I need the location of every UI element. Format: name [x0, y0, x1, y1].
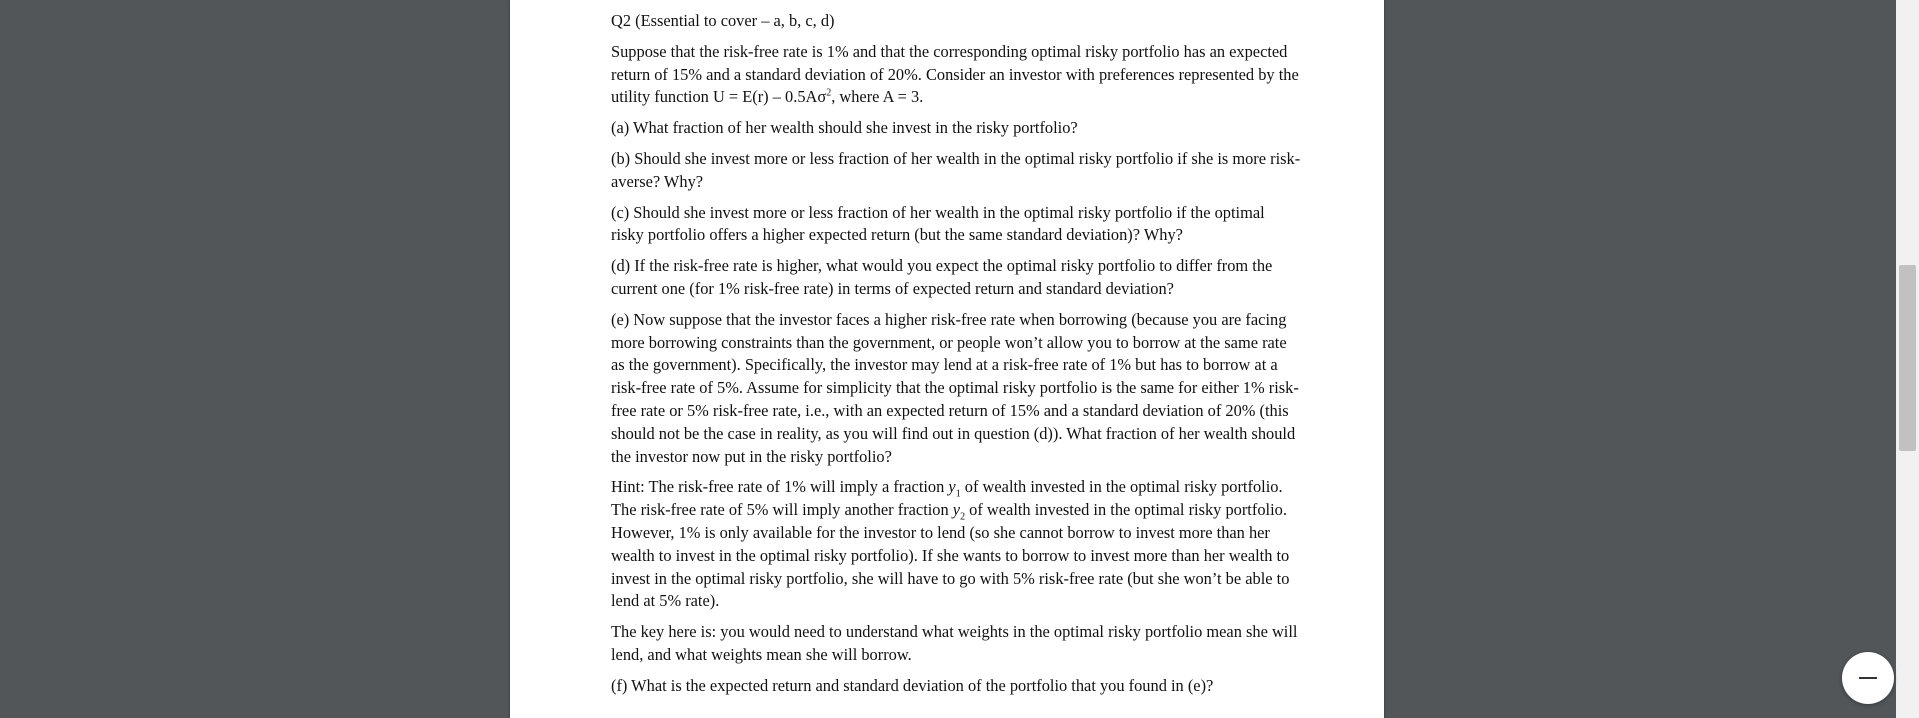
- question-b-text: (b) Should she invest more or less fraction of her wealth in the optimal risky portfolio if she is more risk-averse? Why?: [611, 148, 1301, 191]
- intro-superscript: 2: [826, 87, 832, 99]
- hint-text-3: of wealth invested in the optimal risky portfolio. However, 1% is only available for the investor to lend (so she cannot borrow to invest more than her wealth to invest in the optimal risky portfolio). If she wants to borrow to invest more than her wealth to invest in the optimal risky portfolio, she will have to go with 5% risk-free rate (but she won’t be able to lend at 5% rate).: [611, 500, 1290, 611]
- hint-paragraph: [611, 476, 1301, 613]
- key-text: The key here is: you would need to understand what weights in the optimal risky portfolio mean she will lend, and what weights mean she will borrow.: [611, 622, 1298, 664]
- question-e: [611, 309, 1301, 469]
- zoom-out-button[interactable]: [1842, 652, 1894, 704]
- question-f: [611, 675, 1301, 698]
- document-page: [510, 0, 1384, 718]
- hint-text-1: Hint: The risk-free rate of 1% will imply a fraction: [611, 477, 949, 497]
- hint-y1-subscript: 1: [955, 488, 961, 500]
- vertical-scrollbar[interactable]: [1896, 0, 1919, 718]
- intro-text-part1: Suppose that the risk-free rate is 1% and that the corresponding optimal risky portfolio has an expected return of 15% and a standard deviation of 20%. Consider an investor with preferences represented by the utility function U = E(r) – 0.5Aσ: [611, 41, 1299, 107]
- heading-text: Q2 (Essential to cover – a, b, c, d): [611, 11, 835, 30]
- question-c-text: (c) Should she invest more or less fraction of her wealth in the optimal risky portfolio if the optimal risky portfolio offers a higher expected return (but the same standard deviation)? Why?: [611, 202, 1265, 245]
- question-b: [611, 148, 1301, 194]
- question-d-text: (d) If the risk-free rate is higher, what would you expect the optimal risky portfolio to differ from the current one (for 1% risk-free rate) in terms of expected return and standard deviation?: [611, 256, 1273, 298]
- hint-y1-variable: y: [948, 477, 956, 497]
- question-a-text: (a) What fraction of her wealth should she invest in the risky portfolio?: [611, 118, 1078, 138]
- page-content: [611, 10, 1301, 706]
- hint-y2-variable: y: [952, 500, 961, 520]
- question-a: [611, 117, 1301, 140]
- intro-paragraph: [611, 41, 1301, 109]
- question-heading: [611, 10, 1301, 33]
- scrollbar-thumb[interactable]: [1899, 265, 1916, 451]
- key-paragraph: [611, 621, 1301, 667]
- question-e-text: (e) Now suppose that the investor faces a higher risk-free rate when borrowing (because you are facing more borrowing constraints than the government, or people won’t allow you to borrow at the same rate as the government). Specifically, the investor may lend at a risk-free rate of 1% but has to borrow at a risk-free rate of 5%. Assume for simplicity that the optimal risky portfolio is the same for either 1% risk-free rate or 5% risk-free rate, i.e., with an expected return of 15% and a standard deviation of 20% (this should not be the case in reality, as you will find out in question (d)). What fraction of her wealth should the investor now put in the risky portfolio?: [611, 309, 1299, 466]
- hint-y2-subscript: 2: [960, 511, 966, 523]
- question-d: [611, 255, 1301, 301]
- hint-text-2: of wealth invested in the optimal risky portfolio. The risk-free rate of 5% will imply another fraction: [611, 477, 1283, 520]
- question-c: [611, 202, 1301, 248]
- question-f-text: (f) What is the expected return and standard deviation of the portfolio that you found in (e)?: [611, 675, 1214, 695]
- intro-text-part2: , where A = 3.: [831, 87, 924, 107]
- minus-icon: [1859, 677, 1877, 679]
